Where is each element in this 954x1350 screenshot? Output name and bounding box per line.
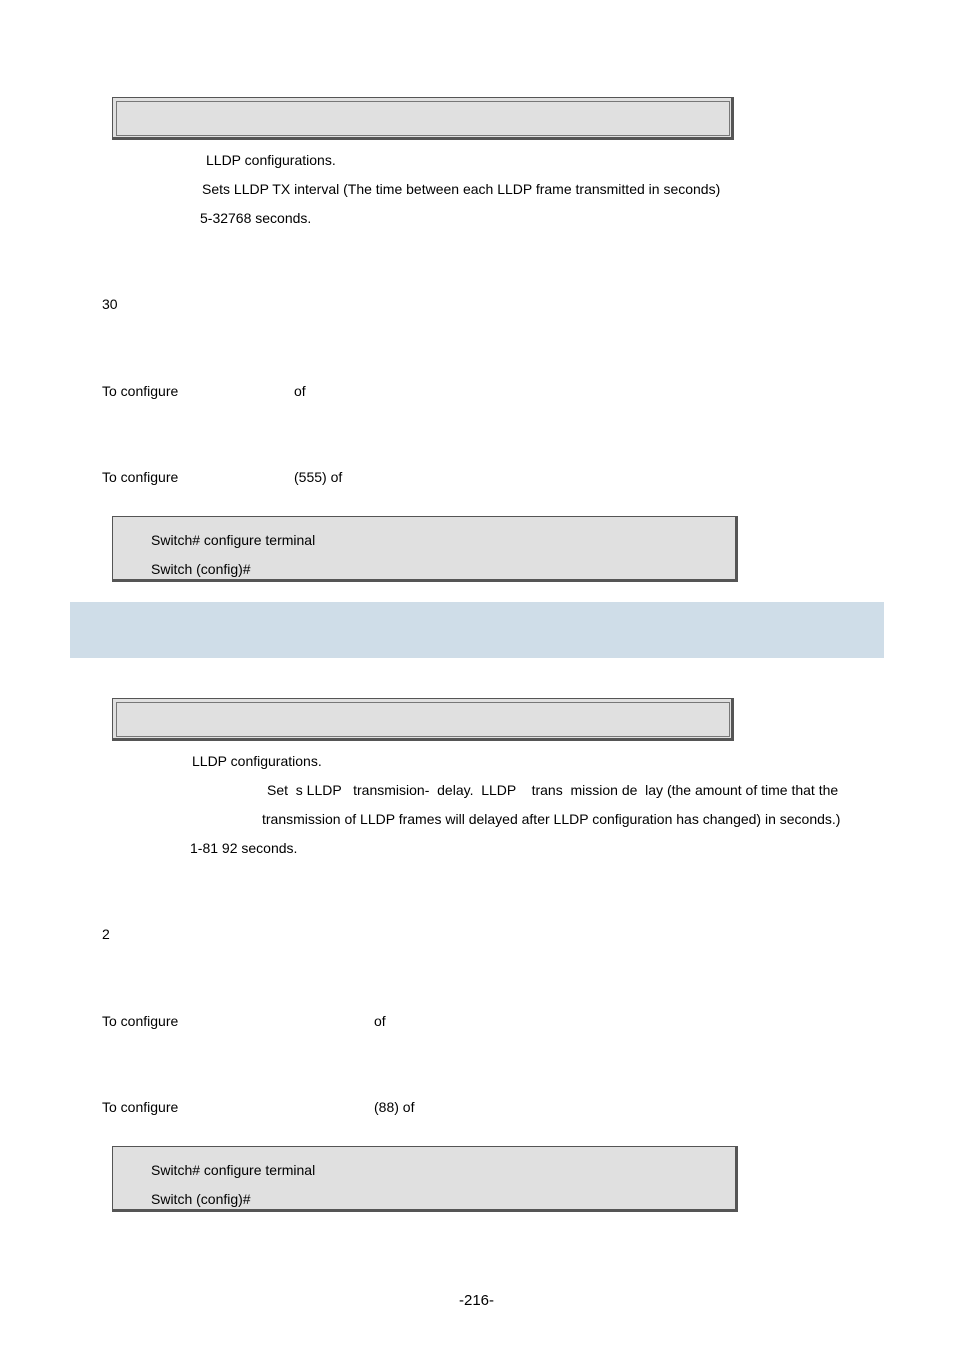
default-value-1: 30 bbox=[102, 296, 118, 312]
code-line: Switch# configure terminal bbox=[151, 1162, 316, 1178]
code-example-box-2 bbox=[112, 1146, 738, 1212]
code-line: Switch# configure terminal bbox=[151, 532, 316, 548]
code-line: Switch (config)# bbox=[151, 1191, 251, 1207]
default-value-2: 2 bbox=[102, 926, 110, 942]
parameter-desc-2-line1: Set s LLDP transmision- delay. LLDP trans mission de lay (the amount of time that the bbox=[267, 782, 839, 798]
parameter-desc-2-line2: transmission of LLDP frames will delayed after LLDP configuration has changed) in seconds.) bbox=[262, 811, 841, 827]
syntax-box-2-inner bbox=[116, 702, 730, 737]
syntax-box-1 bbox=[112, 97, 734, 140]
example-text-1b: (555) of bbox=[294, 469, 343, 485]
page-number: -216- bbox=[459, 1292, 495, 1309]
description-2: LLDP configurations. bbox=[192, 753, 322, 769]
syntax-box-1-inner bbox=[116, 101, 730, 136]
section-heading-band bbox=[70, 602, 884, 658]
syntax-box-2 bbox=[112, 698, 734, 741]
usage-text-1b: of bbox=[294, 383, 306, 399]
parameter-desc-1: Sets LLDP TX interval (The time between each LLDP frame transmitted in seconds) bbox=[202, 181, 721, 197]
code-example-box-1 bbox=[112, 516, 738, 582]
example-text-2b: (88) of bbox=[374, 1099, 415, 1115]
usage-text-1a: To configure bbox=[102, 383, 179, 399]
usage-text-2b: of bbox=[374, 1013, 386, 1029]
parameter-range-1: 5-32768 seconds. bbox=[200, 210, 312, 226]
usage-text-2a: To configure bbox=[102, 1013, 179, 1029]
example-text-1a: To configure bbox=[102, 469, 179, 485]
description-1: LLDP configurations. bbox=[206, 152, 336, 168]
code-line: Switch (config)# bbox=[151, 561, 251, 577]
example-text-2a: To configure bbox=[102, 1099, 179, 1115]
parameter-range-2: 1-81 92 seconds. bbox=[190, 840, 298, 856]
